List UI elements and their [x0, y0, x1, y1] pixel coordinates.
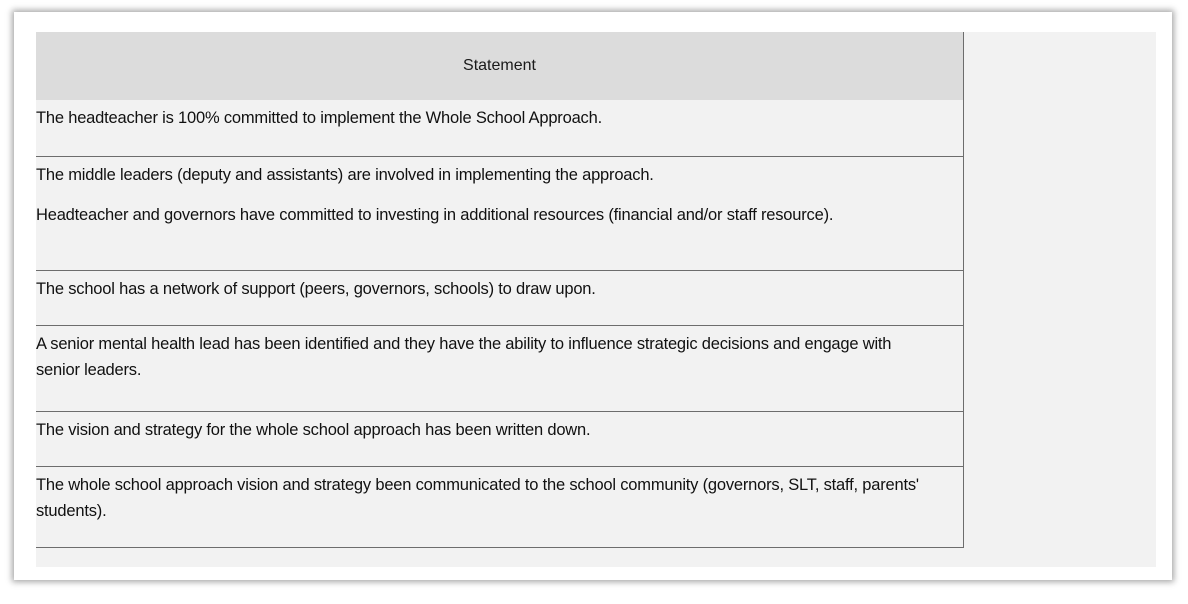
table-row: [36, 325, 963, 411]
statement-text: A senior mental health lead has been identified and they have the ability to influence strategic decisions and engage with senior leaders.: [36, 335, 892, 379]
table-row: [36, 411, 963, 466]
table-header: [36, 32, 963, 100]
statement-text: The school has a network of support (peers, governors, schools) to draw upon.: [36, 280, 596, 298]
table-row: [36, 466, 963, 547]
statement-text: The vision and strategy for the whole school approach has been written down.: [36, 421, 591, 439]
table-panel: [36, 32, 1156, 567]
statement-text: The middle leaders (deputy and assistants) are involved in implementing the approach.: [36, 166, 654, 184]
statement-text: The whole school approach vision and strategy been communicated to the school community (governors, SLT, staff, parents' students).: [36, 476, 919, 520]
statement-text: Headteacher and governors have committed to investing in additional resources (financial and/or staff resource).: [36, 206, 834, 224]
table-row: [36, 270, 963, 325]
table-row: [36, 156, 963, 270]
statement-text: The headteacher is 100% committed to implement the Whole School Approach.: [36, 109, 602, 127]
header-statement: Statement: [463, 57, 536, 74]
document-frame: [14, 12, 1172, 580]
table-row: [36, 100, 963, 156]
statement-table: [36, 32, 964, 548]
